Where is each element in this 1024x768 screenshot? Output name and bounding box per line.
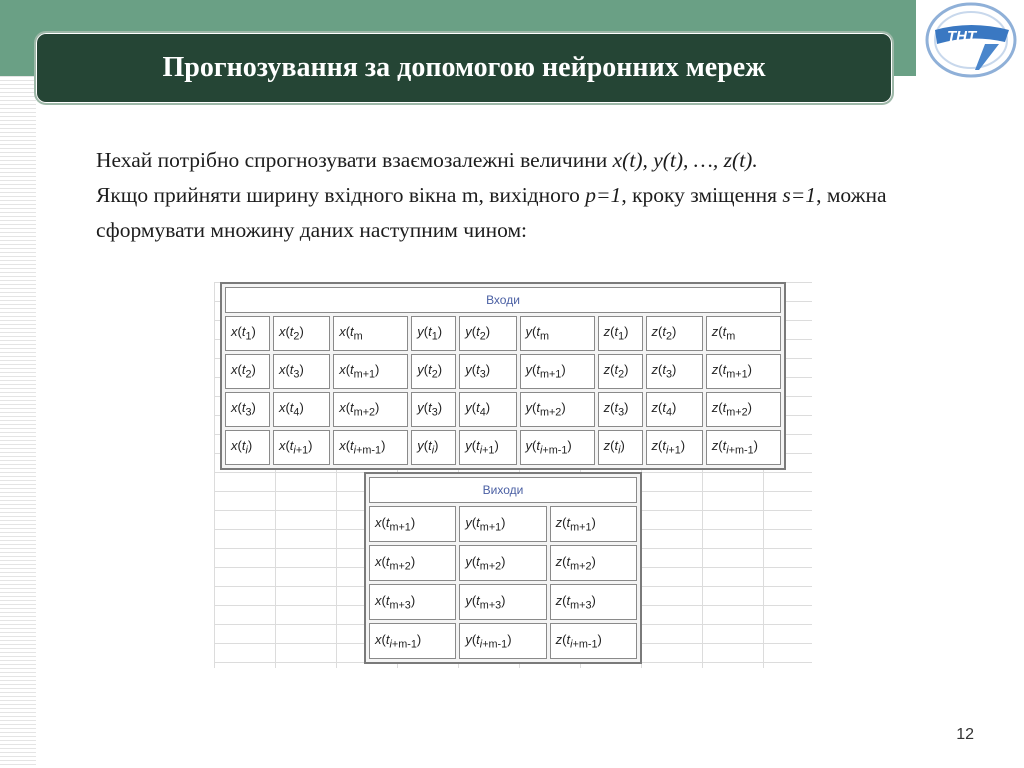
outputs-header: Виходи — [369, 477, 637, 503]
outputs-row — [369, 545, 637, 581]
intro-vars: x(t), y(t), …, z(t). — [612, 148, 758, 172]
inputs-row — [225, 354, 781, 389]
inputs-cell: $z(t_i)$ — [598, 430, 643, 465]
outputs-cell: $z(t_{m+3})$ — [550, 584, 637, 620]
inputs-cell: $z(t_{m+1})$ — [706, 354, 781, 389]
intro-s-value: s=1 — [782, 183, 817, 207]
outputs-row — [369, 584, 637, 620]
inputs-cell: $x(t_4)$ — [273, 392, 330, 427]
inputs-cell: $y(t_{i+1})$ — [459, 430, 516, 465]
intro-paragraph — [96, 143, 976, 248]
svg-text:ТНТ: ТНТ — [947, 28, 977, 45]
inputs-cell: $z(t_1)$ — [598, 316, 643, 351]
inputs-cell: $x(t_m$ — [333, 316, 408, 351]
intro-part4: , можна сформувати множину даних наступним чином: — [96, 183, 887, 242]
intro-part2: Якщо прийняти ширину вхідного вікна m, вихідного — [96, 183, 586, 207]
inputs-table — [220, 282, 786, 470]
inputs-cell: $x(t_i)$ — [225, 430, 270, 465]
title-bar — [36, 33, 892, 103]
outputs-cell: $x(t_{i+m-1})$ — [369, 623, 456, 659]
outputs-cell: $x(t_{m+3})$ — [369, 584, 456, 620]
inputs-cell: $z(t_{m+2})$ — [706, 392, 781, 427]
outputs-row — [369, 623, 637, 659]
inputs-row — [225, 316, 781, 351]
inputs-header: Входи — [225, 287, 781, 313]
inputs-cell: $x(t_{m+1})$ — [333, 354, 408, 389]
outputs-table — [364, 472, 642, 664]
inputs-cell: $z(t_2)$ — [646, 316, 703, 351]
inputs-cell: $z(t_3)$ — [598, 392, 643, 427]
inputs-row — [225, 430, 781, 465]
outputs-cell: $y(t_{m+3})$ — [459, 584, 546, 620]
inputs-cell: $x(t_3)$ — [225, 392, 270, 427]
inputs-cell: $z(t_4)$ — [646, 392, 703, 427]
inputs-cell: $z(t_3)$ — [646, 354, 703, 389]
inputs-cell: $x(t_2)$ — [273, 316, 330, 351]
outputs-cell: $x(t_{m+1})$ — [369, 506, 456, 542]
outputs-cell: $y(t_{m+1})$ — [459, 506, 546, 542]
outputs-cell: $z(t_{m+2})$ — [550, 545, 637, 581]
outputs-cell: $y(t_{m+2})$ — [459, 545, 546, 581]
outputs-cell: $y(t_{i+m-1})$ — [459, 623, 546, 659]
outputs-row — [369, 506, 637, 542]
outputs-cell: $x(t_{m+2})$ — [369, 545, 456, 581]
inputs-cell: $y(t_m$ — [520, 316, 595, 351]
intro-text — [96, 143, 976, 248]
intro-part3: , кроку зміщення — [621, 183, 783, 207]
outputs-cell: $z(t_{i+m-1})$ — [550, 623, 637, 659]
slide-title: Прогнозування за допомогою нейронних мереж — [162, 52, 766, 83]
inputs-cell: $z(t_m$ — [706, 316, 781, 351]
inputs-cell: $z(t_2)$ — [598, 354, 643, 389]
inputs-cell: $y(t_1)$ — [411, 316, 456, 351]
intro-p-value: p=1 — [585, 183, 622, 207]
inputs-cell: $x(t_{i+1})$ — [273, 430, 330, 465]
inputs-cell: $z(t_{i+1})$ — [646, 430, 703, 465]
inputs-cell: $y(t_i)$ — [411, 430, 456, 465]
left-stripe-decoration — [0, 76, 36, 768]
inputs-cell: $z(t_{i+m-1})$ — [706, 430, 781, 465]
inputs-cell: $y(t_3)$ — [411, 392, 456, 427]
university-logo — [917, 0, 1024, 80]
inputs-cell: $y(t_2)$ — [459, 316, 516, 351]
outputs-cell: $z(t_{m+1})$ — [550, 506, 637, 542]
inputs-cell: $y(t_3)$ — [459, 354, 516, 389]
inputs-cell: $x(t_{i+m-1})$ — [333, 430, 408, 465]
inputs-cell: $y(t_{i+m-1})$ — [520, 430, 595, 465]
inputs-cell: $x(t_3)$ — [273, 354, 330, 389]
inputs-row — [225, 392, 781, 427]
inputs-cell: $y(t_{m+1})$ — [520, 354, 595, 389]
inputs-cell: $y(t_2)$ — [411, 354, 456, 389]
inputs-cell: $x(t_2)$ — [225, 354, 270, 389]
inputs-cell: $x(t_1)$ — [225, 316, 270, 351]
tnt-logo-icon — [917, 0, 1024, 80]
page-number: 12 — [956, 726, 974, 743]
inputs-cell: $x(t_{m+2})$ — [333, 392, 408, 427]
inputs-cell: $y(t_{m+2})$ — [520, 392, 595, 427]
intro-part1: Нехай потрібно спрогнозувати взаємозалежні величини — [96, 148, 613, 172]
inputs-cell: $y(t_4)$ — [459, 392, 516, 427]
